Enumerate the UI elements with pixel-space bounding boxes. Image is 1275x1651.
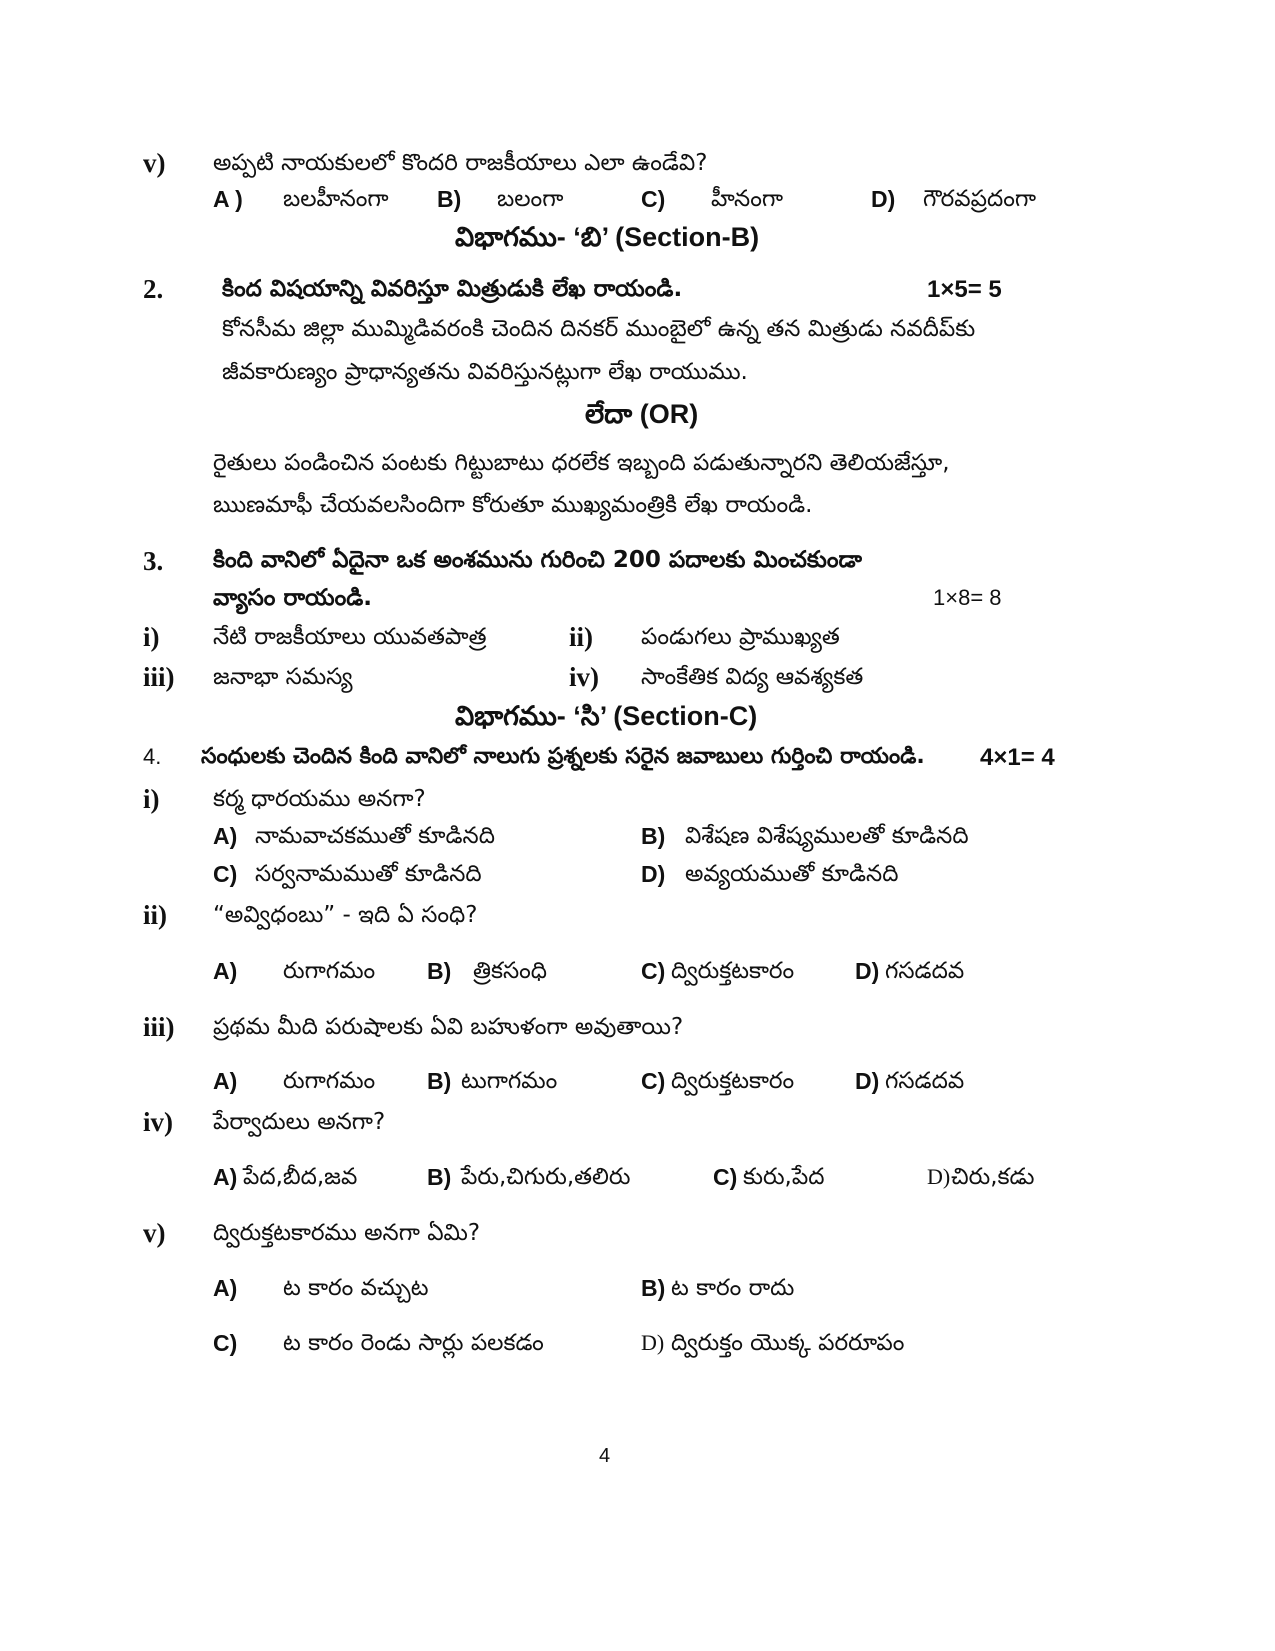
- section-heading: విభాగము- ‘సి’ (Section-C): [455, 701, 758, 731]
- sub-question-text: పేర్వాదులు అనగా?: [213, 1109, 386, 1135]
- sub-question-number: iv): [143, 1107, 173, 1137]
- option-label: C): [213, 1330, 238, 1356]
- option-text: పేద,బీద,జవ: [243, 1164, 358, 1190]
- option-text: ద్విరుక్తటకారం: [671, 958, 795, 984]
- option-text: అవ్యయముతో కూడినది: [685, 861, 899, 887]
- option-label: B): [641, 823, 666, 849]
- option-label: C): [213, 861, 238, 887]
- sub-question-text: “అవ్విధంబు” - ఇది ఏ సంధి?: [213, 902, 478, 928]
- option-label: D): [855, 1068, 880, 1094]
- marks: 1×8= 8: [933, 585, 1002, 610]
- question-text: కింద విషయాన్ని వివరిస్తూ మిత్రుడుకి లేఖ రాయండి.: [222, 276, 683, 302]
- option-text: కురు,పేద: [743, 1164, 825, 1190]
- option-label: C): [641, 1068, 666, 1094]
- section-heading: విభాగము- ‘బి’ (Section-B): [455, 222, 760, 252]
- topic-label: ii): [569, 622, 593, 652]
- sub-question-text: ప్రథమ మీది పరుషాలకు ఏవి బహుళంగా అవుతాయి?: [213, 1014, 684, 1040]
- option-label: A): [213, 1275, 238, 1301]
- option-label: B): [427, 1068, 452, 1094]
- sub-question-number: i): [143, 784, 160, 814]
- marks: 1×5= 5: [927, 276, 1002, 303]
- option-text: రుగాగమం: [283, 1068, 376, 1094]
- question-number: v): [143, 148, 166, 178]
- question-number: 4.: [143, 744, 162, 769]
- option-text: టుగాగమం: [461, 1068, 558, 1094]
- option-label: D): [641, 1330, 665, 1355]
- option-text: హీనంగా: [711, 186, 784, 212]
- or-separator: లేదా (OR): [585, 399, 699, 429]
- sub-question-number: iii): [143, 1012, 175, 1042]
- sub-question-number: v): [143, 1218, 166, 1248]
- option-text: నామవాచకముతో కూడినది: [255, 823, 495, 849]
- page-number: 4: [599, 1445, 611, 1467]
- option-label: A): [213, 823, 238, 849]
- option-label: A ): [213, 186, 243, 212]
- question-text: సంధులకు చెందిన కింది వానిలో నాలుగు ప్రశ్నలకు సరైన జవాబులు గుర్తించి రాయండి.: [201, 744, 925, 769]
- option-label: D): [855, 958, 880, 984]
- topic-label: iv): [569, 662, 599, 692]
- option-text: గసడదవ: [885, 958, 965, 984]
- option-label: A): [213, 1068, 238, 1094]
- option-text: ద్విరుక్తం యొక్క పరరూపం: [671, 1330, 905, 1356]
- option-text: చిరు,కడు: [951, 1164, 1035, 1190]
- question-body: జీవకారుణ్యం ప్రాధాన్యతను వివరిస్తునట్లుగా లేఖ రాయుము.: [222, 359, 748, 385]
- question-text: అప్పటి నాయకులలో కొందరి రాజకీయాలు ఎలా ఉండేవి?: [213, 150, 708, 176]
- question-text: కింది వానిలో ఏదైనా ఒక అంశమును గురించి 200 పదాలకు మించకుండా: [213, 547, 862, 573]
- question-text: వ్యాసం రాయండి.: [213, 585, 372, 611]
- option-label: D): [641, 861, 666, 887]
- question-body: రైతులు పండించిన పంటకు గిట్టుబాటు ధరలేక ఇబ్బంది పడుతున్నారని తెలియజేస్తూ,: [213, 450, 950, 476]
- topic-text: సాంకేతిక విద్య ఆవశ్యకత: [641, 664, 864, 690]
- option-label: C): [713, 1164, 738, 1190]
- option-text: ట కారం రెండు సార్లు పలకడం: [283, 1330, 544, 1356]
- option-text: పేరు,చిగురు,తలిరు: [461, 1164, 631, 1190]
- option-label: D): [927, 1164, 951, 1189]
- topic-text: జనాభా సమస్య: [213, 664, 353, 690]
- sub-question-text: కర్మ ధారయము అనగా?: [213, 786, 426, 812]
- option-label: B): [437, 186, 462, 212]
- option-text: ట కారం రాదు: [671, 1275, 795, 1301]
- option-label: D): [871, 186, 896, 212]
- option-label: C): [641, 186, 666, 212]
- sub-question-number: ii): [143, 900, 167, 930]
- option-text: ద్విరుక్తటకారం: [671, 1068, 795, 1094]
- option-label: B): [641, 1275, 666, 1301]
- option-text: గసడదవ: [885, 1068, 965, 1094]
- option-text: సర్వనామముతో కూడినది: [255, 861, 482, 887]
- option-label: A): [213, 1164, 238, 1190]
- option-label: C): [641, 958, 666, 984]
- sub-question-text: ద్విరుక్తటకారము అనగా ఏమి?: [213, 1220, 481, 1246]
- question-number: 3.: [143, 546, 164, 576]
- option-text: ట కారం వచ్చుట: [283, 1275, 429, 1301]
- option-text: బలహీనంగా: [283, 186, 389, 212]
- option-label: A): [213, 958, 238, 984]
- question-body: కోనసీమ జిల్లా ముమ్మిడివరంకి చెందిన దినకర్ ముంబైలో ఉన్న తన మిత్రుడు నవదీప్‌కు: [222, 316, 976, 342]
- topic-label: i): [143, 622, 160, 652]
- option-label: B): [427, 1164, 452, 1190]
- question-body: ఋణమాఫీ చేయవలసిందిగా కోరుతూ ముఖ్యమంత్రికి లేఖ రాయండి.: [213, 492, 813, 518]
- question-number: 2.: [143, 274, 164, 304]
- option-text: విశేషణ విశేష్యములతో కూడినది: [685, 823, 969, 849]
- option-text: రుగాగమం: [283, 958, 376, 984]
- topic-label: iii): [143, 662, 175, 692]
- option-text: గౌరవప్రదంగా: [923, 186, 1037, 212]
- option-label: B): [427, 958, 452, 984]
- option-text: బలంగా: [497, 186, 564, 212]
- topic-text: నేటి రాజకీయాలు యువతపాత్ర: [213, 624, 487, 650]
- topic-text: పండుగలు ప్రాముఖ్యత: [641, 624, 840, 650]
- marks: 4×1= 4: [980, 744, 1055, 771]
- option-text: త్రికసంధి: [473, 958, 548, 984]
